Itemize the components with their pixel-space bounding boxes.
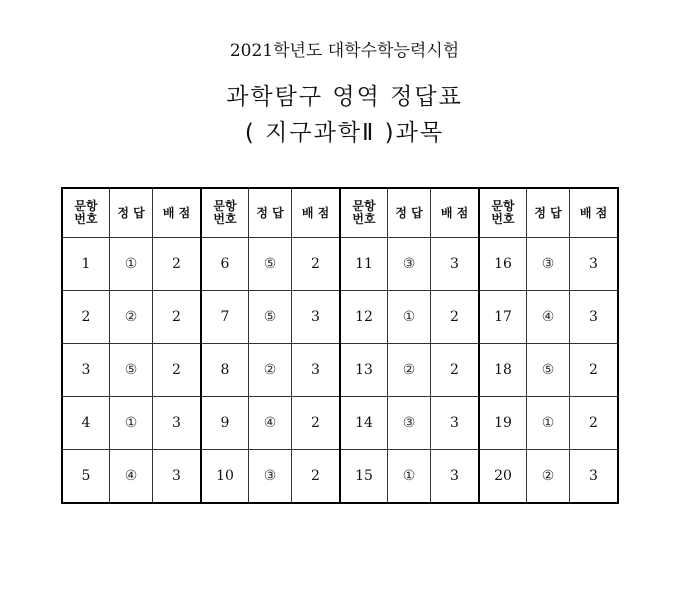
header-points: 배 점 (292, 188, 341, 238)
header-points: 배 점 (431, 188, 480, 238)
points-cell: 3 (292, 291, 341, 344)
table-row (62, 291, 618, 344)
answer-cell: ⑤ (110, 344, 153, 397)
answer-cell: ① (110, 397, 153, 450)
question-number-cell: 15 (340, 450, 388, 504)
points-cell: 3 (570, 238, 619, 291)
header-answer: 정 답 (388, 188, 431, 238)
question-number-cell: 11 (340, 238, 388, 291)
header-label: 번호 (213, 212, 237, 226)
question-number-cell: 12 (340, 291, 388, 344)
question-number-cell: 1 (62, 238, 110, 291)
header-label: 번호 (491, 212, 515, 226)
points-cell: 2 (153, 238, 202, 291)
question-number-cell: 10 (201, 450, 249, 504)
question-number-cell: 2 (62, 291, 110, 344)
question-number-cell: 3 (62, 344, 110, 397)
header-label: 문항 (74, 199, 98, 213)
header-label: 번호 (352, 212, 376, 226)
page-title: 과학탐구 영역 정답표 (226, 84, 463, 110)
question-number-cell: 4 (62, 397, 110, 450)
header-answer: 정 답 (249, 188, 292, 238)
points-cell: 3 (431, 450, 480, 504)
table-body (62, 238, 618, 504)
points-cell: 3 (292, 344, 341, 397)
answer-cell: ⑤ (249, 238, 292, 291)
answer-cell: ③ (249, 450, 292, 504)
answer-cell: ⑤ (249, 291, 292, 344)
header-answer: 정 답 (110, 188, 153, 238)
header-label: 문항 (213, 199, 237, 213)
points-cell: 3 (153, 450, 202, 504)
exam-subtitle: 2021학년도 대학수학능력시험 (229, 41, 460, 61)
header-question-number (340, 188, 388, 238)
points-cell: 2 (431, 344, 480, 397)
points-cell: 3 (570, 291, 619, 344)
answer-cell: ② (110, 291, 153, 344)
points-cell: 2 (153, 291, 202, 344)
table-row (62, 238, 618, 291)
answer-cell: ① (388, 291, 431, 344)
subject-title: ( 지구과학Ⅱ )과목 (244, 120, 445, 146)
question-number-cell: 6 (201, 238, 249, 291)
question-number-cell: 13 (340, 344, 388, 397)
points-cell: 2 (153, 344, 202, 397)
answer-cell: ② (527, 450, 570, 504)
points-cell: 2 (292, 238, 341, 291)
points-cell: 3 (431, 397, 480, 450)
header-answer: 정 답 (527, 188, 570, 238)
answer-cell: ① (527, 397, 570, 450)
question-number-cell: 20 (479, 450, 527, 504)
question-number-cell: 8 (201, 344, 249, 397)
header-label: 번호 (74, 212, 98, 226)
answer-cell: ④ (110, 450, 153, 504)
question-number-cell: 17 (479, 291, 527, 344)
header-points: 배 점 (153, 188, 202, 238)
points-cell: 2 (570, 344, 619, 397)
answer-cell: ③ (388, 397, 431, 450)
header-question-number (479, 188, 527, 238)
table-row (62, 397, 618, 450)
answer-cell: ③ (388, 238, 431, 291)
answer-cell: ② (388, 344, 431, 397)
points-cell: 3 (570, 450, 619, 504)
question-number-cell: 18 (479, 344, 527, 397)
table-header-row (62, 188, 618, 238)
question-number-cell: 16 (479, 238, 527, 291)
question-number-cell: 7 (201, 291, 249, 344)
header-question-number (201, 188, 249, 238)
answer-cell: ③ (527, 238, 570, 291)
points-cell: 3 (431, 238, 480, 291)
question-number-cell: 14 (340, 397, 388, 450)
question-number-cell: 5 (62, 450, 110, 504)
answer-cell: ⑤ (527, 344, 570, 397)
table-row (62, 344, 618, 397)
question-number-cell: 19 (479, 397, 527, 450)
answer-cell: ① (388, 450, 431, 504)
header-points: 배 점 (570, 188, 619, 238)
header-label: 문항 (352, 199, 376, 213)
table-row (62, 450, 618, 504)
points-cell: 2 (292, 397, 341, 450)
header-label: 문항 (491, 199, 515, 213)
header-question-number (62, 188, 110, 238)
answer-cell: ④ (527, 291, 570, 344)
points-cell: 3 (153, 397, 202, 450)
question-number-cell: 9 (201, 397, 249, 450)
points-cell: 2 (292, 450, 341, 504)
points-cell: 2 (431, 291, 480, 344)
answer-cell: ① (110, 238, 153, 291)
points-cell: 2 (570, 397, 619, 450)
answer-cell: ④ (249, 397, 292, 450)
answer-cell: ② (249, 344, 292, 397)
answer-key-table (61, 187, 619, 504)
